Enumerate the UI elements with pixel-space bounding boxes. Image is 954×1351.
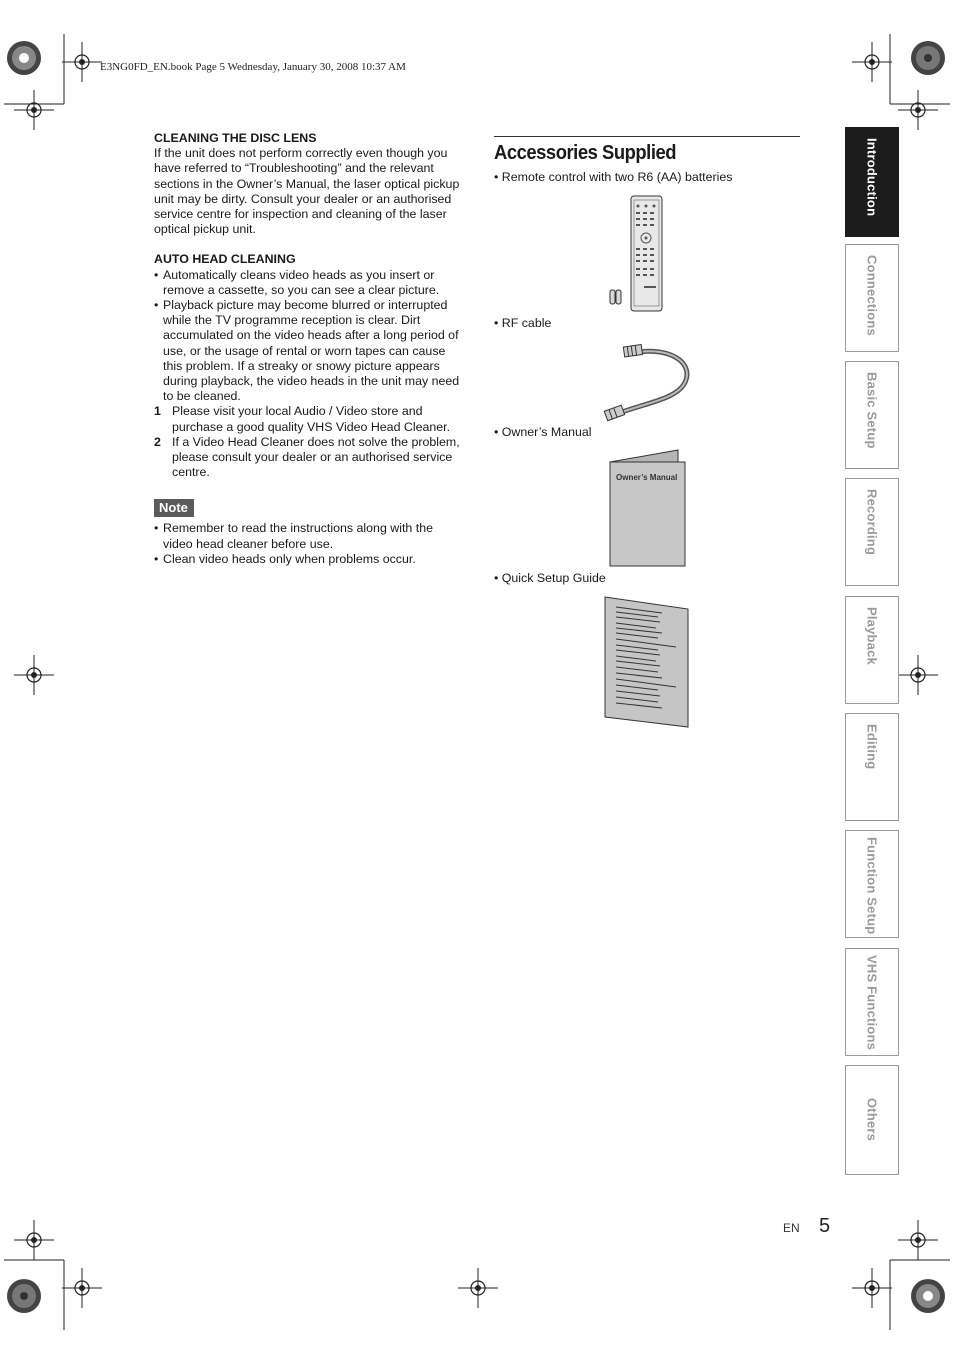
page-language: EN [783,1221,800,1235]
tab-others[interactable] [845,1065,899,1175]
accessory-item-remote: • Remote control with two R6 (AA) batteries [494,170,733,184]
tab-playback[interactable] [845,596,899,704]
tab-introduction[interactable] [845,127,899,237]
tab-label: Introduction [864,138,880,217]
list-item [154,435,460,481]
auto-head-bullets [154,268,460,405]
note-bullets [154,521,460,567]
tab-label: Function Setup [864,837,880,935]
accessories-section [494,136,800,165]
tab-connections[interactable] [845,244,899,352]
left-column [154,131,460,567]
list-item: • Playback picture may become blurred or interrupted while the TV programme reception is clear. Dirt accumulated on the video heads after a long period of use, or the usage of rental or worn tapes can cause this problem. If a streaky or snowy picture appears during playback, the video heads in the unit may need to be cleaned. [154,298,460,404]
cleaning-steps [154,404,460,480]
accessory-item-owners-manual: • Owner’s Manual [494,425,592,439]
tab-label: Recording [864,489,880,556]
tab-label: Basic Setup [864,372,880,449]
accessory-item-quick-setup: • Quick Setup Guide [494,571,606,585]
remote-control-icon [604,194,666,314]
print-header: E3NG0FD_EN.book Page 5 Wednesday, January 30, 2008 10:37 AM [100,61,406,73]
list-item: • Remember to read the instructions along with the video head cleaner before use. [154,521,460,551]
cleaning-text: If the unit does not perform correctly even though you have referred to “Troubleshooting” and the relevant sections in the Owner’s Manual, the laser optical pickup unit may be dirty. Consult your dealer or an authorised service centre for inspection and cleaning of the laser optical pickup unit. [154,146,460,237]
tab-label: Others [864,1098,880,1142]
tab-recording[interactable] [845,478,899,586]
tab-function-setup[interactable] [845,830,899,938]
tab-label: Connections [864,255,880,336]
tab-editing[interactable] [845,713,899,821]
step-text: Please visit your local Audio / Video store and purchase a good quality VHS Video Head Cleaner. [172,404,451,434]
tab-vhs-functions[interactable] [845,948,899,1056]
tab-basic-setup[interactable] [845,361,899,469]
step-number: 1 [154,404,161,419]
manual-cover-title: Owner’s Manual [616,473,678,482]
page-title: Accessories Supplied [494,142,677,164]
owners-manual-illustration [606,448,688,568]
section-rule [494,136,800,137]
rf-cable-icon [600,340,695,424]
list-item: • Clean video heads only when problems occur. [154,552,460,567]
manual-book-icon [606,448,688,568]
step-text: If a Video Head Cleaner does not solve the problem, please consult your dealer or an authorised service centre. [172,434,460,480]
page-number: 5 [819,1215,831,1237]
cleaning-heading: CLEANING THE DISC LENS [154,131,317,145]
auto-head-heading: AUTO HEAD CLEANING [154,252,296,267]
note-label: Note [154,499,194,517]
step-number: 2 [154,434,161,449]
tab-label: Editing [864,724,880,770]
list-item [154,404,460,434]
accessory-item-rf-cable: • RF cable [494,316,552,330]
tab-label: VHS Functions [864,955,880,1051]
tab-label: Playback [864,607,880,665]
list-item: • Automatically cleans video heads as you insert or remove a cassette, so you can see a clear picture. [154,268,460,298]
quick-setup-guide-icon [602,595,692,731]
